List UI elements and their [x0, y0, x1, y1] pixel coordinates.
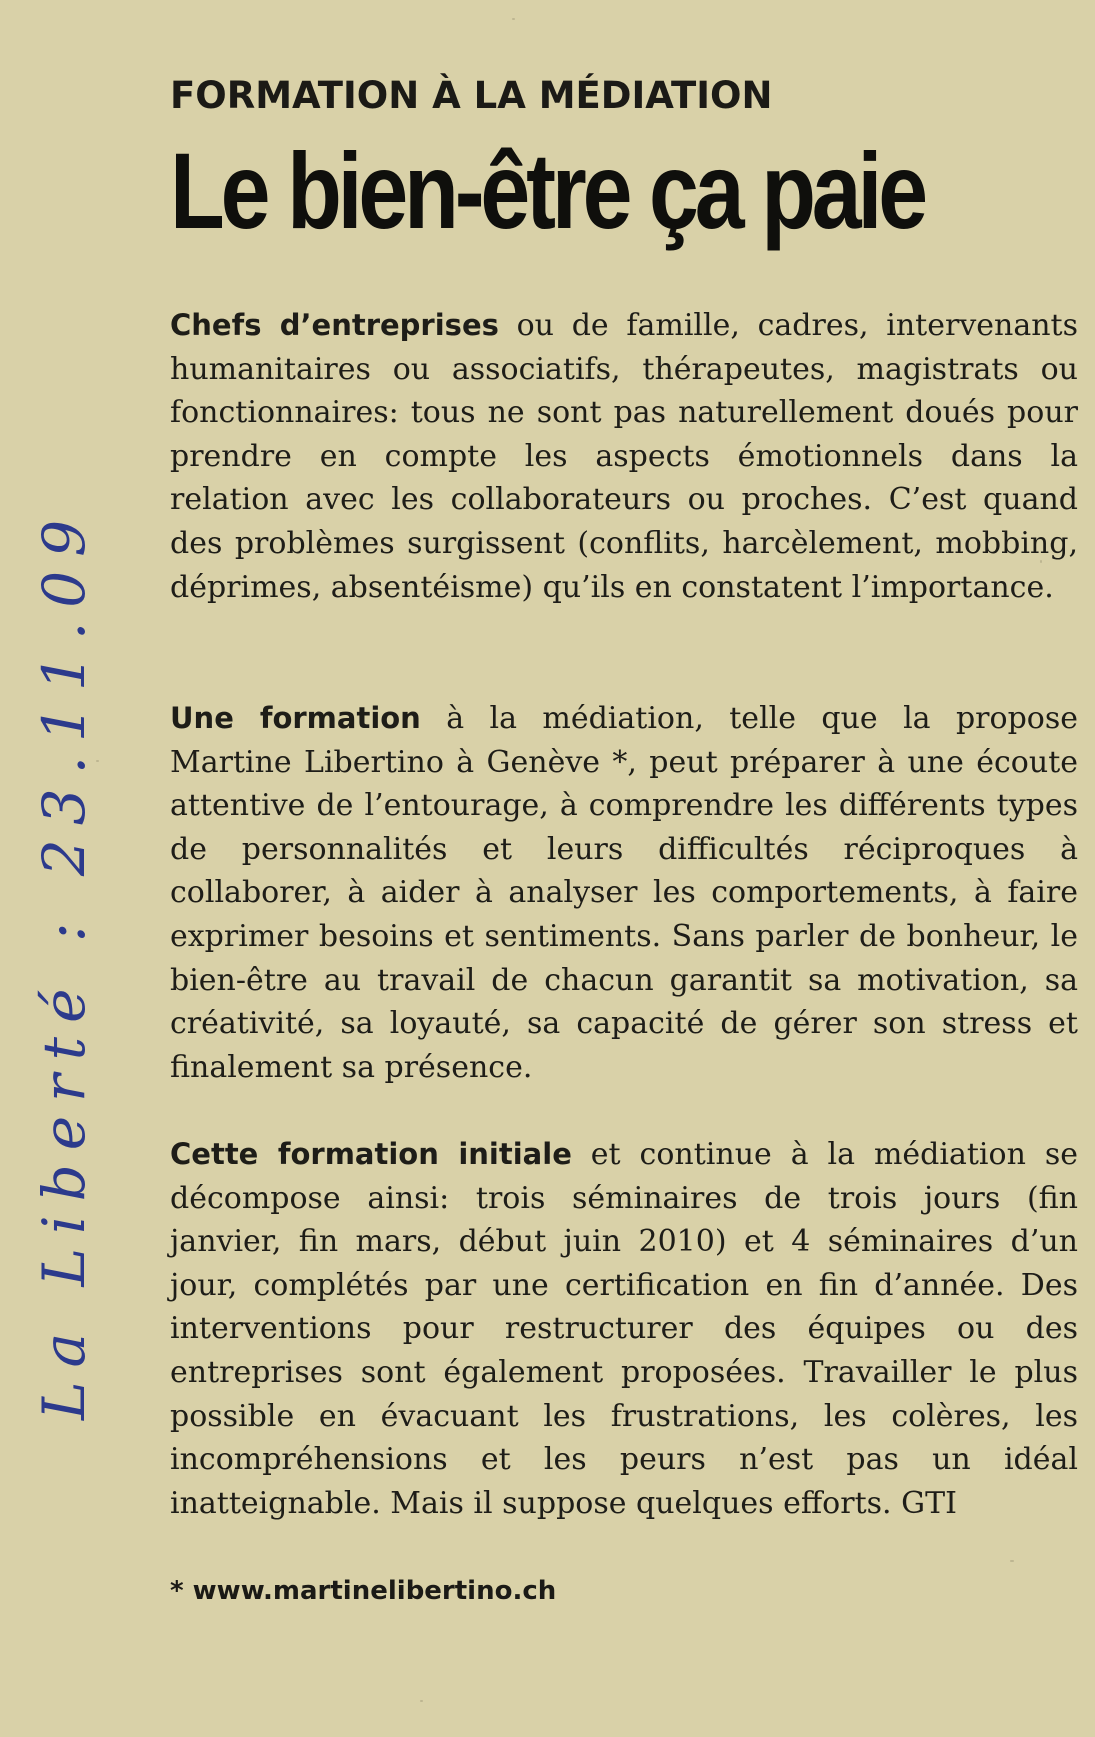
paragraph-text: à la médiation, telle que la propose Martine Libertino à Genève *, peut préparer à une écoute attentive de l’entourage, à comprendre les différents types de personnalités et leurs difficultés réciproques à collaborer, à aider à analyser les comportements, à faire exprimer besoins et sentiments. Sans parler de bonheur, le bien-être au travail de chacun garantit sa motivation, sa créativité, sa loyauté, sa capacité de gérer son stress et finalement sa présence. — [170, 701, 1078, 1085]
article-paragraph-1 — [170, 304, 1078, 609]
paper-speck — [1010, 1560, 1014, 1562]
article-headline: Le bien-être ça paie — [170, 130, 924, 251]
paragraph-lead: Cette formation initiale — [170, 1137, 572, 1171]
article-kicker: FORMATION À LA MÉDIATION — [170, 74, 773, 117]
paragraph-lead: Chefs d’entreprises — [170, 308, 499, 342]
paper-speck — [420, 1700, 423, 1702]
article-paragraph-3 — [170, 1133, 1078, 1525]
paragraph-text: et continue à la médiation se décompose ainsi: trois séminaires de trois jours (fin janvier, fin mars, début juin 2010) et 4 séminaires d’un jour, complétés par une certification en fin d’année. Des interventions pour restructurer des équipes ou des entreprises sont également proposées. Travailler le plus possible en évacuant les frustrations, les colères, les incompréhensions et les peurs n’est pas un idéal inatteignable. Mais il suppose quelques efforts. GTI — [170, 1137, 1078, 1521]
article-paragraph-2 — [170, 697, 1078, 1089]
paragraph-text: ou de famille, cadres, intervenants humanitaires ou associatifs, thérapeutes, magistrats ou fonctionnaires: tous ne sont pas naturellement doués pour prendre en compte les aspects émotionnels dans la relation avec les collaborateurs ou proches. C’est quand des problèmes surgissent (conflits, harcèlement, mobbing, déprimes, absentéisme) qu’ils en constatent l’importance. — [170, 308, 1078, 605]
article-footnote: * www.martinelibertino.ch — [170, 1576, 557, 1606]
paper-speck — [512, 18, 515, 20]
handwritten-source-date: La Liberté : 23.11.09 — [30, 505, 98, 1420]
paragraph-lead: Une formation — [170, 701, 421, 735]
